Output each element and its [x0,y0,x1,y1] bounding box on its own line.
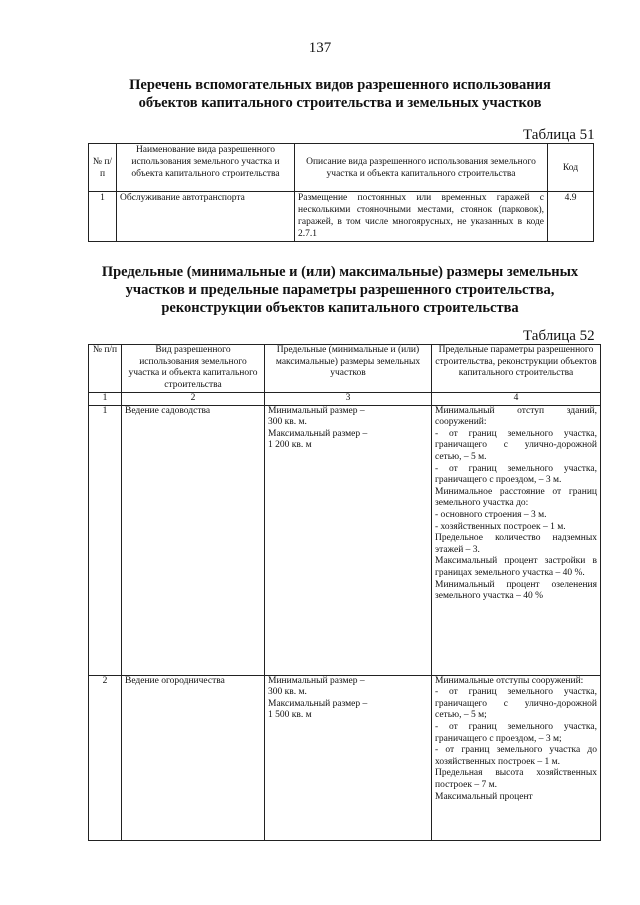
cell-sizes [265,675,432,840]
header-sizes: Предельные (минимальные и (или) максимальные) размеры земельных участков [265,345,432,393]
header-params: Предельные параметры разрешенного строительства, реконструкции объектов капитального строительства [432,345,601,393]
table-header-row [89,345,601,393]
cell-type: Ведение огородничества [122,675,265,840]
header-name: Наименование вида разрешенного использования земельного участка и объекта капитального строительства [117,144,295,192]
param-line: Минимальный отступ зданий, сооружений: [435,405,597,428]
table-header-row [89,144,594,192]
header-type: Вид разрешенного использования земельного участка и объекта капитального строительства [122,345,265,393]
size-min-value: 300 кв. м. [268,417,307,428]
table-52 [88,344,601,841]
header-num: № п/п [89,144,117,192]
title-line: участков и предельные параметры разрешенного строительства, [125,282,555,298]
cell-code: 4.9 [548,192,594,242]
param-line: Предельная высота хозяйственных построек – 7 м. [435,768,597,790]
table-51-caption: Таблица 51 [523,127,595,143]
size-min-label: Минимальный размер – [268,675,365,686]
size-max-label: Максимальный размер – [268,428,368,439]
title-line: Предельные (минимальные и (или) максимальные) размеры земельных [101,264,579,280]
size-min-label [268,406,428,418]
title-line: объектов капитального строительства и земельных участков [138,95,542,111]
param-line: Максимальный процент застройки в границах земельного участка – 40 %. [435,556,597,578]
size-max-value: 1 500 кв. м [268,710,312,721]
col-number: 1 [89,393,122,406]
param-line: - основного строения – 3 м. [435,509,547,520]
size-min-value: 300 кв. м. [268,687,307,698]
table-row [89,192,594,242]
column-number-row [89,393,601,406]
header-code: Код [548,144,594,192]
table-52-caption: Таблица 52 [523,328,595,344]
cell-params [432,405,601,675]
page-number: 137 [308,40,332,56]
size-max-value: 1 200 кв. м [268,440,312,451]
cell-num: 1 [89,405,122,675]
param-line: - от границ земельного участка, граничащего с проездом, – 3 м. [435,463,597,486]
title-line: Перечень вспомогательных видов разрешенного использования [129,77,551,93]
table-51 [88,143,594,242]
header-num: № п/п [89,345,122,393]
cell-description: Размещение постоянных или временных гаражей с несколькими стояночными местами, стоянок (парковок), гаражей, в том числе многоярусных, не указанных в коде 2.7.1 [295,192,548,242]
col-number: 2 [122,393,265,406]
param-line: Минимальные отступы сооружений: [435,675,584,686]
param-line: Максимальный процент [435,791,533,802]
section-title-auxiliary-uses [60,76,620,112]
cell-type: Ведение садоводства [122,405,265,675]
cell-num: 1 [89,192,117,242]
param-line: Предельное количество надземных этажей – 3. [435,533,597,555]
title-line: реконструкции объектов капитального строительства [161,300,519,316]
size-min-text: Минимальный размер – [268,405,365,416]
col-number: 3 [265,393,432,406]
param-line: Минимальное расстояние от границ земельного участка до: [435,486,597,509]
table-row [89,675,601,840]
param-line: - от границ земельного участка, граничащего с улично-дорожной сетью, – 5 м; [435,687,597,721]
cell-name: Обслуживание автотранспорта [117,192,295,242]
param-line: - от границ земельного участка, граничащего с улично-дорожной сетью, – 5 м. [435,428,597,462]
col-number: 4 [432,393,601,406]
cell-num: 2 [89,675,122,840]
section-title-limit-sizes [60,263,620,317]
header-description: Описание вида разрешенного использования земельного участка и объекта капитального строительства [295,144,548,192]
param-line: Минимальный процент озеленения земельного участка – 40 % [435,579,597,602]
param-line: - от границ земельного участка до хозяйственных построек – 1 м. [435,745,597,767]
cell-sizes [265,405,432,675]
table-row [89,405,601,675]
param-line: - хозяйственных построек – 1 м. [435,521,566,532]
cell-params [432,675,601,840]
size-max-label: Максимальный размер – [268,698,368,709]
param-line: - от границ земельного участка, граничащего с проездом, – 3 м; [435,721,597,744]
